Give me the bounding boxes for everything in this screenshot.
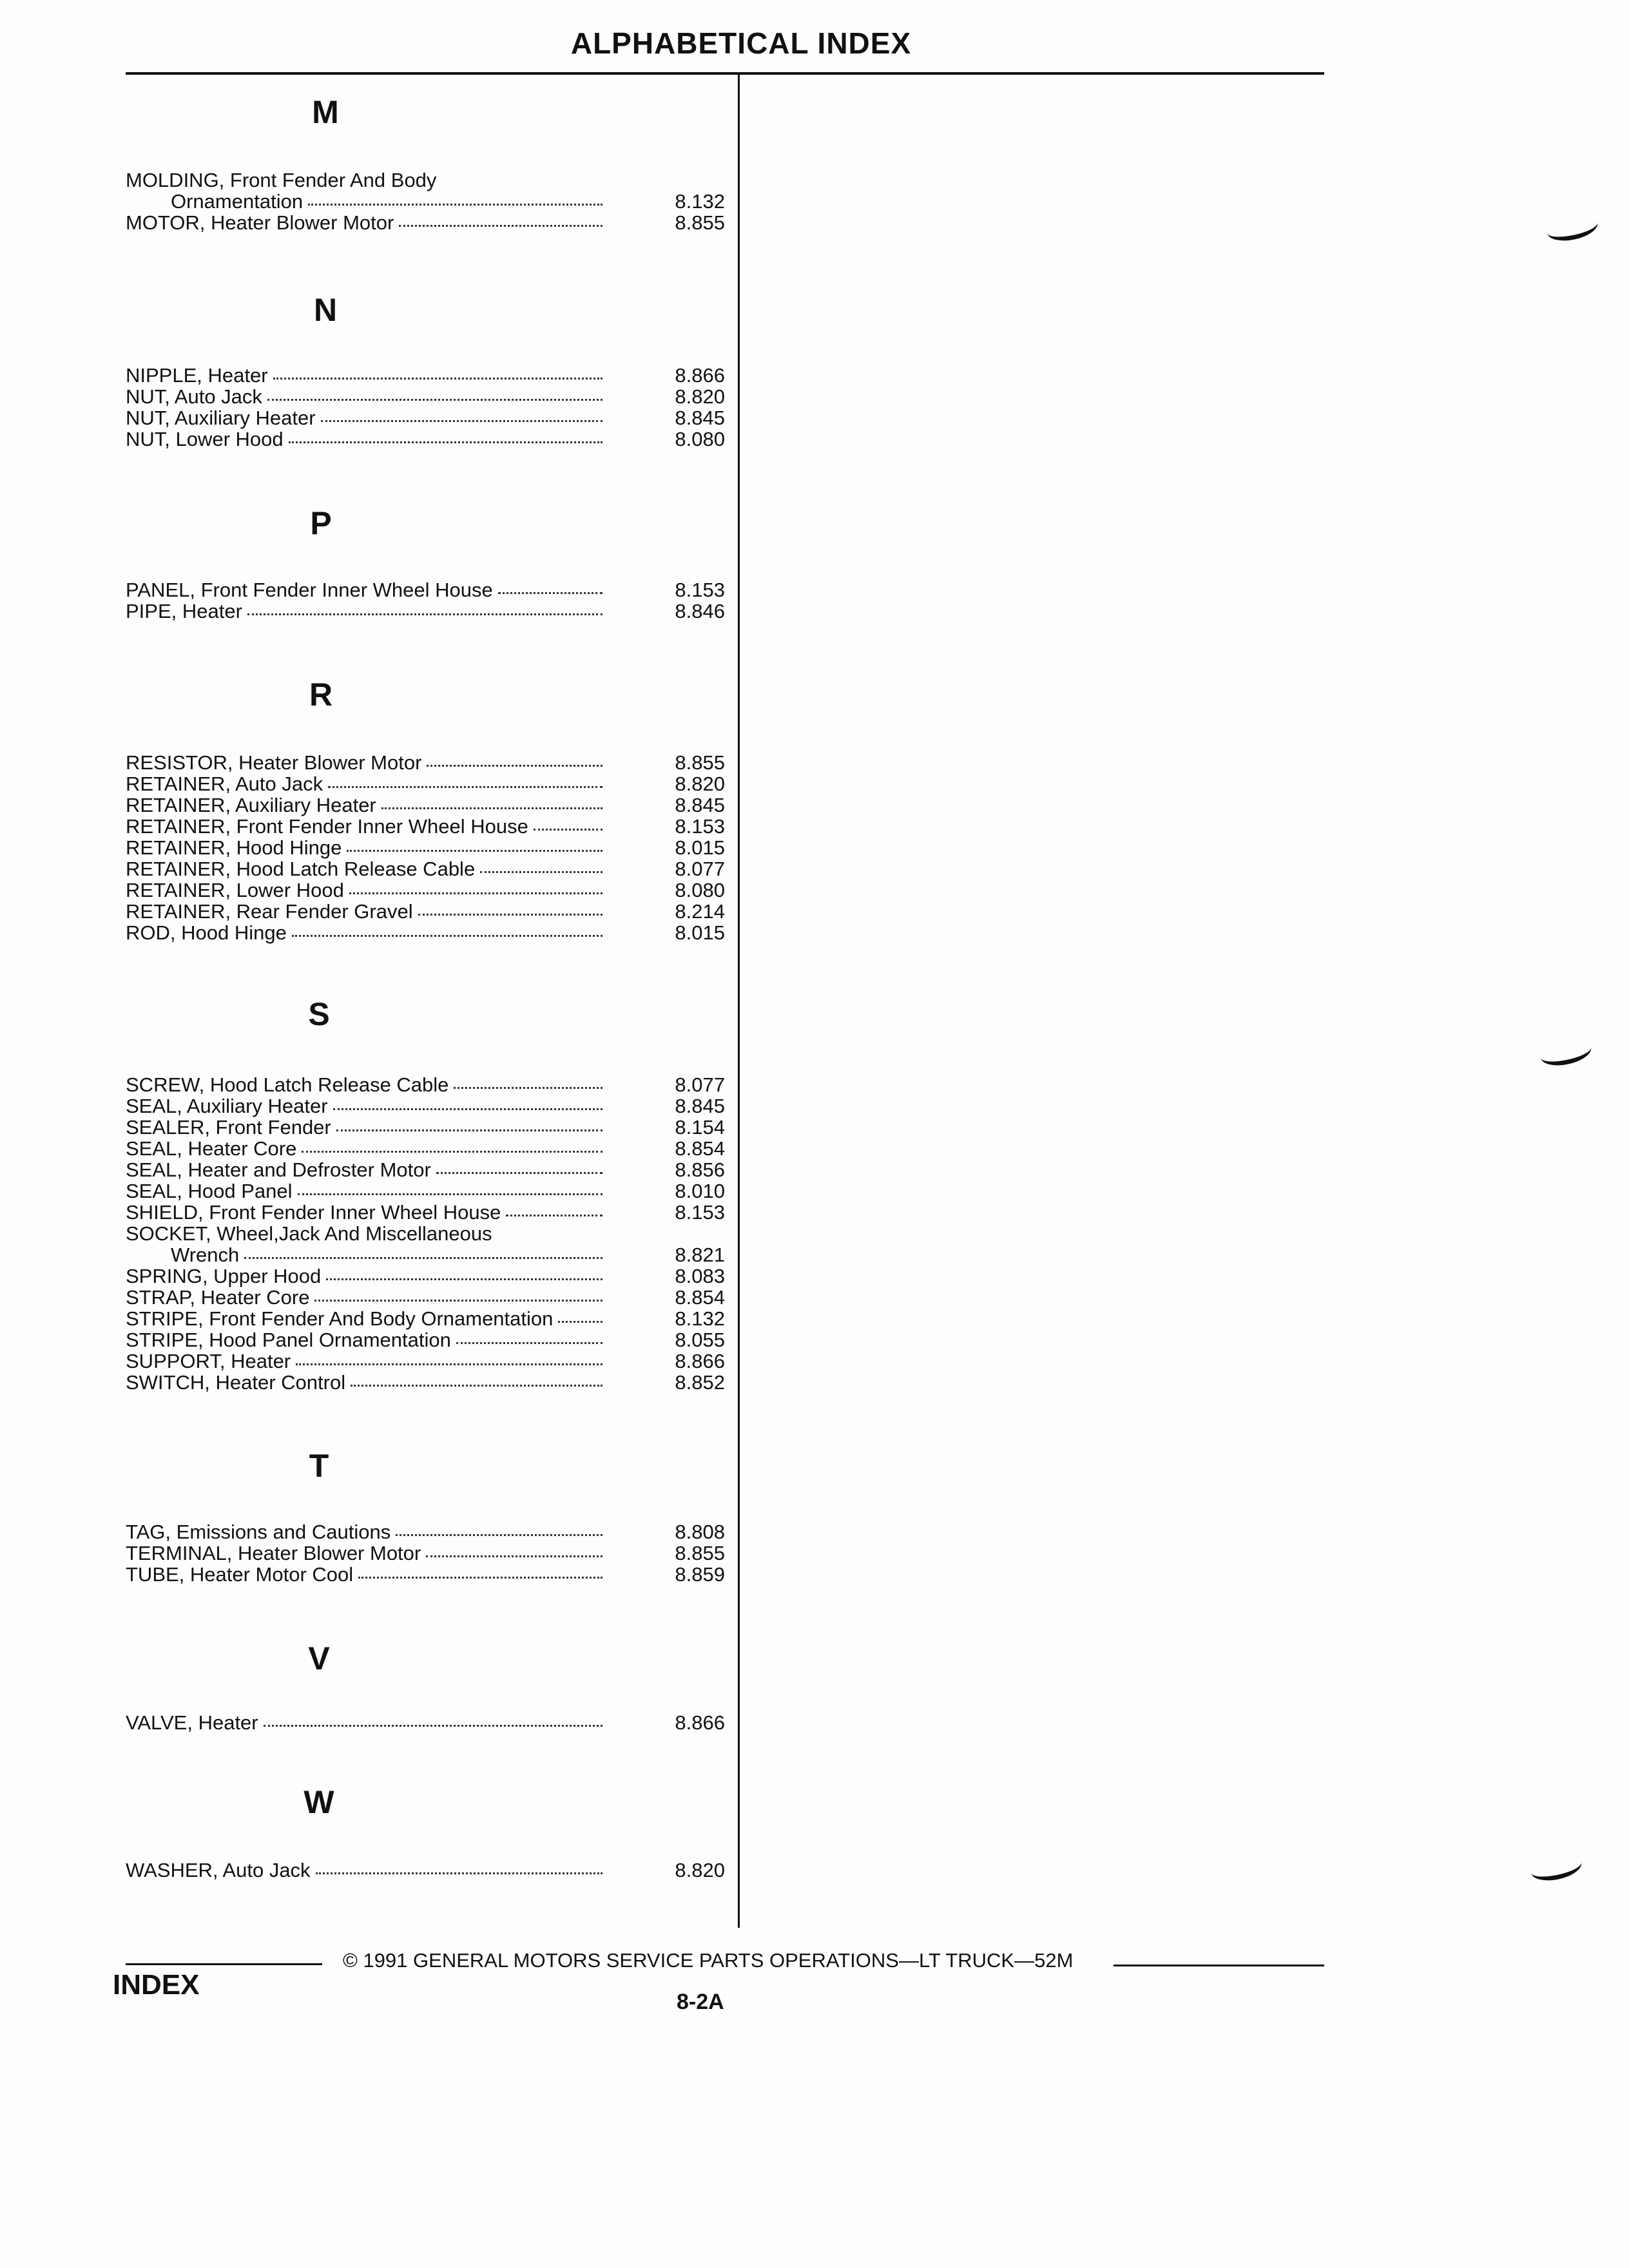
entry-page-number: 8.821 xyxy=(675,1244,725,1266)
dot-leader xyxy=(558,1318,602,1323)
entry-page-number: 8.856 xyxy=(675,1158,725,1181)
index-entry xyxy=(126,879,725,901)
dot-leader xyxy=(308,201,602,206)
dot-leader xyxy=(316,1870,602,1874)
dot-leader xyxy=(298,1191,602,1195)
entry-label: SEAL, Heater Core xyxy=(126,1137,297,1160)
index-entry xyxy=(126,1521,725,1542)
entry-label: RETAINER, Auto Jack xyxy=(126,773,323,795)
entry-label: WASHER, Auto Jack xyxy=(126,1859,311,1881)
dot-leader xyxy=(264,1722,602,1727)
page-number: 8-2A xyxy=(677,1990,724,2014)
dot-leader xyxy=(289,439,602,443)
footer-rule-right xyxy=(1113,1965,1324,1966)
index-entry xyxy=(126,1202,725,1223)
entry-page-number: 8.808 xyxy=(675,1521,725,1543)
dot-leader xyxy=(273,375,602,380)
entry-label: SOCKET, Wheel,Jack And Miscellaneous xyxy=(126,1222,492,1245)
section-letter-heading: T xyxy=(309,1448,329,1484)
entry-label: SEAL, Auxiliary Heater xyxy=(126,1095,328,1117)
copyright-notice: © 1991 GENERAL MOTORS SERVICE PARTS OPERATIONS—LT TRUCK—52M xyxy=(343,1949,1074,1972)
index-entry xyxy=(126,365,725,386)
index-entry xyxy=(126,191,725,212)
index-entry xyxy=(126,1074,725,1095)
index-entry xyxy=(126,1265,725,1287)
entry-label: SPRING, Upper Hood xyxy=(126,1265,322,1287)
index-entry xyxy=(126,169,725,191)
entry-page-number: 8.010 xyxy=(675,1180,725,1202)
entry-label: Ornamentation xyxy=(171,190,304,213)
entry-page-number: 8.077 xyxy=(675,858,725,880)
index-entry xyxy=(126,407,725,428)
section-letter-heading: R xyxy=(309,677,333,713)
entry-page-number: 8.866 xyxy=(675,1350,725,1372)
entry-label: Wrench xyxy=(171,1244,240,1266)
dot-leader xyxy=(321,418,602,422)
index-entry xyxy=(126,1244,725,1265)
entry-label: STRIPE, Hood Panel Ornamentation xyxy=(126,1329,451,1351)
entry-page-number: 8.083 xyxy=(675,1265,725,1287)
dot-leader xyxy=(381,805,602,809)
footer-rule-left xyxy=(126,1963,322,1965)
dot-leader xyxy=(349,890,602,894)
entry-page-number: 8.214 xyxy=(675,900,725,923)
dot-leader xyxy=(351,1382,602,1387)
index-entry xyxy=(126,1564,725,1585)
entry-label: PIPE, Heater xyxy=(126,600,242,622)
index-entry-list xyxy=(126,1860,725,1881)
index-entry-list xyxy=(126,579,725,622)
entry-page-number: 8.080 xyxy=(675,879,725,901)
dot-leader xyxy=(396,1532,602,1536)
index-entry xyxy=(126,1180,725,1202)
index-entry xyxy=(126,1117,725,1138)
entry-page-number: 8.077 xyxy=(675,1073,725,1096)
binder-hole-mark xyxy=(1538,1035,1594,1070)
entry-label: SEALER, Front Fender xyxy=(126,1116,331,1139)
entry-label: SEAL, Heater and Defroster Motor xyxy=(126,1158,431,1181)
entry-label: VALVE, Heater xyxy=(126,1711,258,1734)
entry-label: SHIELD, Front Fender Inner Wheel House xyxy=(126,1201,501,1224)
index-entry xyxy=(126,212,725,233)
binder-hole-mark xyxy=(1545,211,1600,245)
dot-leader xyxy=(498,590,602,594)
entry-label: ROD, Hood Hinge xyxy=(126,921,287,944)
index-entry xyxy=(126,1542,725,1564)
section-letter-heading: M xyxy=(312,94,339,130)
index-entry xyxy=(126,428,725,450)
dot-leader xyxy=(328,783,602,788)
entry-page-number: 8.132 xyxy=(675,190,725,213)
index-entry xyxy=(126,752,725,773)
entry-page-number: 8.153 xyxy=(675,815,725,838)
section-letter-heading: W xyxy=(304,1784,334,1820)
index-entry xyxy=(126,1372,725,1393)
entry-label: NUT, Auto Jack xyxy=(126,385,262,408)
entry-page-number: 8.820 xyxy=(675,385,725,408)
entry-page-number: 8.854 xyxy=(675,1137,725,1160)
index-entry xyxy=(126,1223,725,1244)
index-entry xyxy=(126,773,725,794)
dot-leader xyxy=(333,1106,602,1110)
section-label: INDEX xyxy=(113,1969,200,2001)
index-entry xyxy=(126,1095,725,1117)
entry-page-number: 8.080 xyxy=(675,428,725,450)
dot-leader xyxy=(454,1084,602,1089)
entry-page-number: 8.015 xyxy=(675,836,725,859)
page-title: ALPHABETICAL INDEX xyxy=(570,26,912,60)
index-entry-list xyxy=(126,169,725,233)
dot-leader xyxy=(426,1553,602,1557)
entry-page-number: 8.153 xyxy=(675,1201,725,1224)
dot-leader xyxy=(267,396,602,401)
entry-page-number: 8.820 xyxy=(675,1859,725,1881)
entry-page-number: 8.845 xyxy=(675,1095,725,1117)
entry-page-number: 8.855 xyxy=(675,751,725,774)
entry-label: SUPPORT, Heater xyxy=(126,1350,291,1372)
dot-leader xyxy=(456,1340,602,1344)
entry-label: NUT, Lower Hood xyxy=(126,428,284,450)
index-entry xyxy=(126,1329,725,1350)
index-entry xyxy=(126,1159,725,1180)
dot-leader xyxy=(314,1297,602,1302)
entry-label: TAG, Emissions and Cautions xyxy=(126,1521,391,1543)
entry-page-number: 8.859 xyxy=(675,1563,725,1586)
dot-leader xyxy=(358,1574,602,1579)
binder-hole-mark xyxy=(1528,1850,1584,1885)
entry-label: TUBE, Heater Motor Cool xyxy=(126,1563,354,1586)
index-entry xyxy=(126,794,725,816)
dot-leader xyxy=(296,1361,602,1365)
entry-page-number: 8.132 xyxy=(675,1307,725,1330)
entry-label: SCREW, Hood Latch Release Cable xyxy=(126,1073,449,1096)
entry-label: NIPPLE, Heater xyxy=(126,364,268,387)
index-entry-list xyxy=(126,1521,725,1585)
index-entry xyxy=(126,386,725,407)
index-entry xyxy=(126,601,725,622)
section-letter-heading: S xyxy=(308,996,330,1032)
entry-page-number: 8.855 xyxy=(675,1542,725,1564)
dot-leader xyxy=(506,1212,602,1216)
dot-leader xyxy=(436,1169,602,1174)
entry-label: SWITCH, Heater Control xyxy=(126,1371,346,1394)
entry-page-number: 8.055 xyxy=(675,1329,725,1351)
entry-label: RETAINER, Rear Fender Gravel xyxy=(126,900,413,923)
entry-page-number: 8.854 xyxy=(675,1286,725,1309)
dot-leader xyxy=(326,1276,602,1280)
index-entry xyxy=(126,837,725,858)
entry-label: RETAINER, Front Fender Inner Wheel House xyxy=(126,815,528,838)
dot-leader xyxy=(302,1148,602,1153)
entry-label: MOLDING, Front Fender And Body xyxy=(126,169,437,191)
index-entry xyxy=(126,579,725,601)
index-entry-list xyxy=(126,365,725,450)
entry-page-number: 8.852 xyxy=(675,1371,725,1394)
index-entry-list xyxy=(126,1712,725,1733)
entry-label: SEAL, Hood Panel xyxy=(126,1180,293,1202)
index-entry-list xyxy=(126,752,725,943)
index-entry xyxy=(126,1287,725,1308)
section-letter-heading: N xyxy=(313,292,338,328)
entry-label: STRIPE, Front Fender And Body Ornamentation xyxy=(126,1307,554,1330)
entry-page-number: 8.855 xyxy=(675,211,725,234)
index-entry xyxy=(126,1138,725,1159)
header-rule xyxy=(126,72,1324,75)
index-entry xyxy=(126,1860,725,1881)
column-divider xyxy=(738,72,740,1928)
entry-label: RESISTOR, Heater Blower Motor xyxy=(126,751,422,774)
dot-leader xyxy=(347,847,602,852)
index-entry xyxy=(126,1350,725,1372)
entry-label: STRAP, Heater Core xyxy=(126,1286,310,1309)
entry-page-number: 8.866 xyxy=(675,364,725,387)
dot-leader xyxy=(399,222,602,227)
entry-page-number: 8.154 xyxy=(675,1116,725,1139)
section-letter-heading: P xyxy=(310,505,332,541)
entry-label: PANEL, Front Fender Inner Wheel House xyxy=(126,579,493,601)
entry-label: RETAINER, Lower Hood xyxy=(126,879,344,901)
dot-leader xyxy=(480,869,602,873)
dot-leader xyxy=(292,932,602,937)
dot-leader xyxy=(247,611,602,615)
index-entry xyxy=(126,1308,725,1329)
entry-page-number: 8.015 xyxy=(675,921,725,944)
index-entry-list xyxy=(126,1074,725,1393)
dot-leader xyxy=(534,826,602,831)
entry-page-number: 8.846 xyxy=(675,600,725,622)
index-entry xyxy=(126,901,725,922)
dot-leader xyxy=(427,762,602,767)
index-entry xyxy=(126,1712,725,1733)
dot-leader xyxy=(244,1254,602,1259)
entry-page-number: 8.845 xyxy=(675,407,725,429)
entry-label: NUT, Auxiliary Heater xyxy=(126,407,316,429)
dot-leader xyxy=(418,911,602,916)
entry-page-number: 8.153 xyxy=(675,579,725,601)
entry-page-number: 8.820 xyxy=(675,773,725,795)
entry-label: RETAINER, Hood Latch Release Cable xyxy=(126,858,476,880)
entry-page-number: 8.866 xyxy=(675,1711,725,1734)
index-entry xyxy=(126,816,725,837)
entry-label: RETAINER, Hood Hinge xyxy=(126,836,342,859)
dot-leader xyxy=(336,1127,602,1131)
entry-label: RETAINER, Auxiliary Heater xyxy=(126,794,376,816)
index-entry xyxy=(126,922,725,943)
section-letter-heading: V xyxy=(308,1640,330,1677)
entry-label: TERMINAL, Heater Blower Motor xyxy=(126,1542,421,1564)
entry-label: MOTOR, Heater Blower Motor xyxy=(126,211,394,234)
entry-page-number: 8.845 xyxy=(675,794,725,816)
index-entry xyxy=(126,858,725,879)
